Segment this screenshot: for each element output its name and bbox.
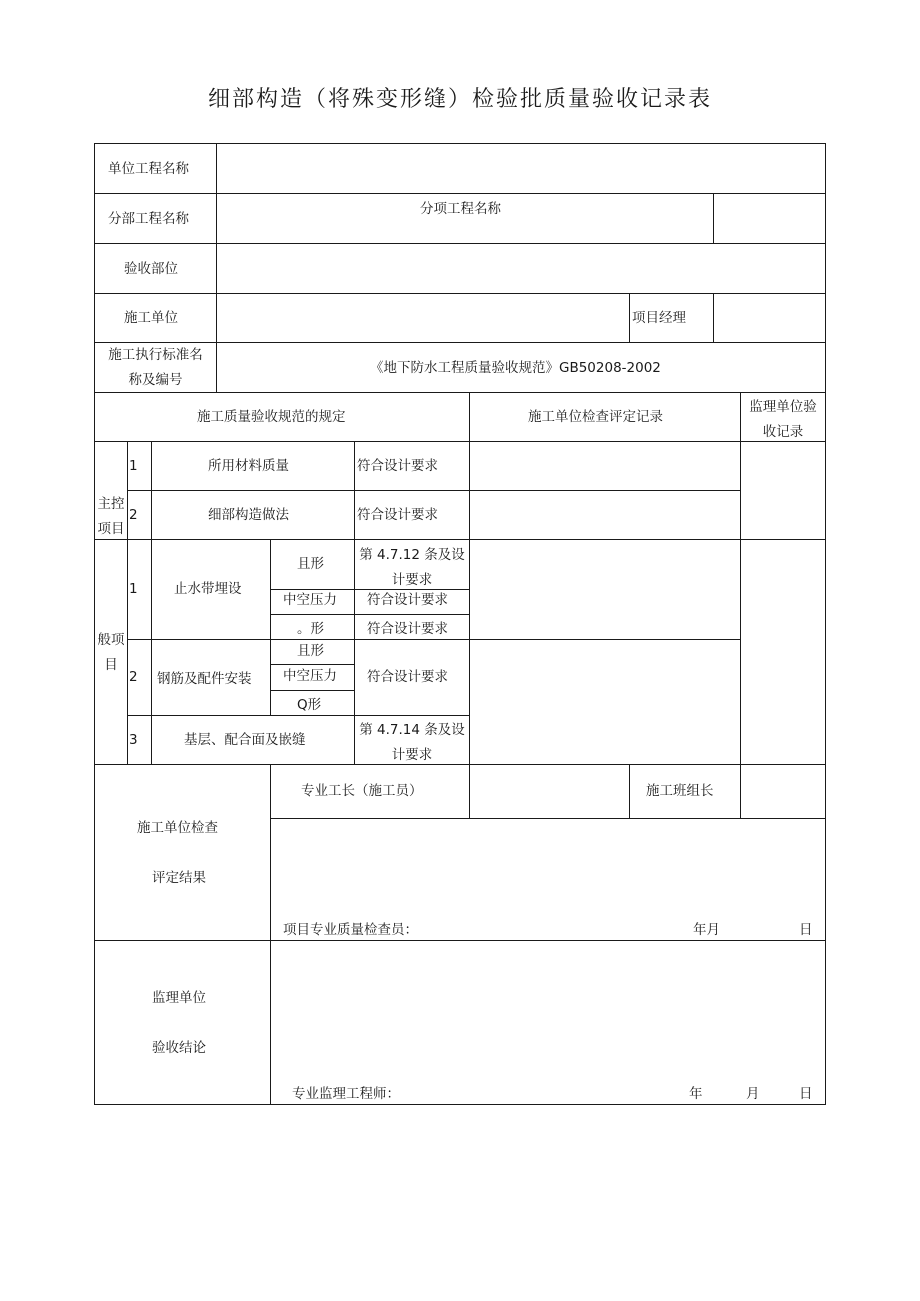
team-leader-label: 施工班组长 xyxy=(646,783,714,799)
foreman-label: 专业工长（施工员） xyxy=(301,783,423,799)
general-item-1-number: 1 xyxy=(129,581,138,597)
supervision-day: 日 xyxy=(799,1086,813,1102)
general-item-2-name: 钢筋及配件安装 xyxy=(157,671,252,687)
construction-check-label-line2: 评定结果 xyxy=(152,870,206,886)
standard-value: 《地下防水工程质量验收规范》GB50208-2002 xyxy=(370,360,661,376)
standard-name-label: 施工执行标准名 称及编号 xyxy=(108,347,203,388)
division-project-name-label: 分部工程名称 xyxy=(108,211,189,227)
general-item-1-sub-1: 且形 xyxy=(297,556,324,572)
main-item-2-requirement: 符合设计要求 xyxy=(357,507,438,523)
main-item-2-number: 2 xyxy=(129,507,138,523)
project-manager-label: 项目经理 xyxy=(632,310,686,326)
general-item-2-number: 2 xyxy=(129,669,138,685)
main-item-1-name: 所用材料质量 xyxy=(208,458,289,474)
unit-project-name-label: 单位工程名称 xyxy=(108,161,189,177)
general-item-1-sub-3-requirement: 符合设计要求 xyxy=(367,621,448,637)
supervision-label-line2: 验收结论 xyxy=(152,1040,206,1056)
main-item-2-name: 细部构造做法 xyxy=(208,507,289,523)
construction-check-label-line1: 施工单位检查 xyxy=(137,820,218,836)
general-item-2-sub-3: Q形 xyxy=(297,697,322,713)
general-item-3-number: 3 xyxy=(129,732,138,748)
supervising-engineer-label: 专业监理工程师： xyxy=(292,1086,400,1102)
supervision-month: 月 xyxy=(746,1086,760,1102)
general-item-1-sub-3: 。形 xyxy=(297,621,324,637)
general-item-1-name: 止水带埋设 xyxy=(174,581,242,597)
construction-unit-label: 施工单位 xyxy=(124,310,178,326)
general-item-2-sub-1: 且形 xyxy=(297,643,324,659)
main-item-1-number: 1 xyxy=(129,458,138,474)
general-item-3-name: 基层、配合面及嵌缝 xyxy=(184,732,306,748)
general-item-1-sub-2: 中空压力 xyxy=(283,592,337,608)
general-item-1-sub-1-requirement: 第 4.7.12 条及设 计要求 xyxy=(359,547,465,588)
supervision-record-column-header: 监理单位验 收记录 xyxy=(749,399,817,440)
general-item-1-sub-2-requirement: 符合设计要求 xyxy=(367,592,448,608)
page-title: 细部构造（将殊变形缝）检验批质量验收记录表 xyxy=(207,87,712,112)
inspection-record-column-header: 施工单位检查评定记录 xyxy=(528,409,663,425)
supervision-label-line1: 监理单位 xyxy=(152,990,206,1006)
construction-check-year-month: 年月 xyxy=(693,922,720,938)
main-control-label: 主控 项目 xyxy=(97,496,125,537)
spec-column-header: 施工质量验收规范的规定 xyxy=(197,409,346,425)
quality-inspector-label: 项目专业质量检查员： xyxy=(283,922,418,938)
general-item-2-requirement: 符合设计要求 xyxy=(367,669,448,685)
general-item-3-requirement: 第 4.7.14 条及设 计要求 xyxy=(359,722,465,763)
general-item-2-sub-2: 中空压力 xyxy=(283,668,337,684)
sub-item-project-name-label: 分项工程名称 xyxy=(420,201,501,217)
general-items-label: 般项 目 xyxy=(97,632,125,673)
construction-check-day: 日 xyxy=(799,922,813,938)
acceptance-part-label: 验收部位 xyxy=(124,261,178,277)
main-item-1-requirement: 符合设计要求 xyxy=(357,458,438,474)
supervision-year: 年 xyxy=(689,1086,703,1102)
